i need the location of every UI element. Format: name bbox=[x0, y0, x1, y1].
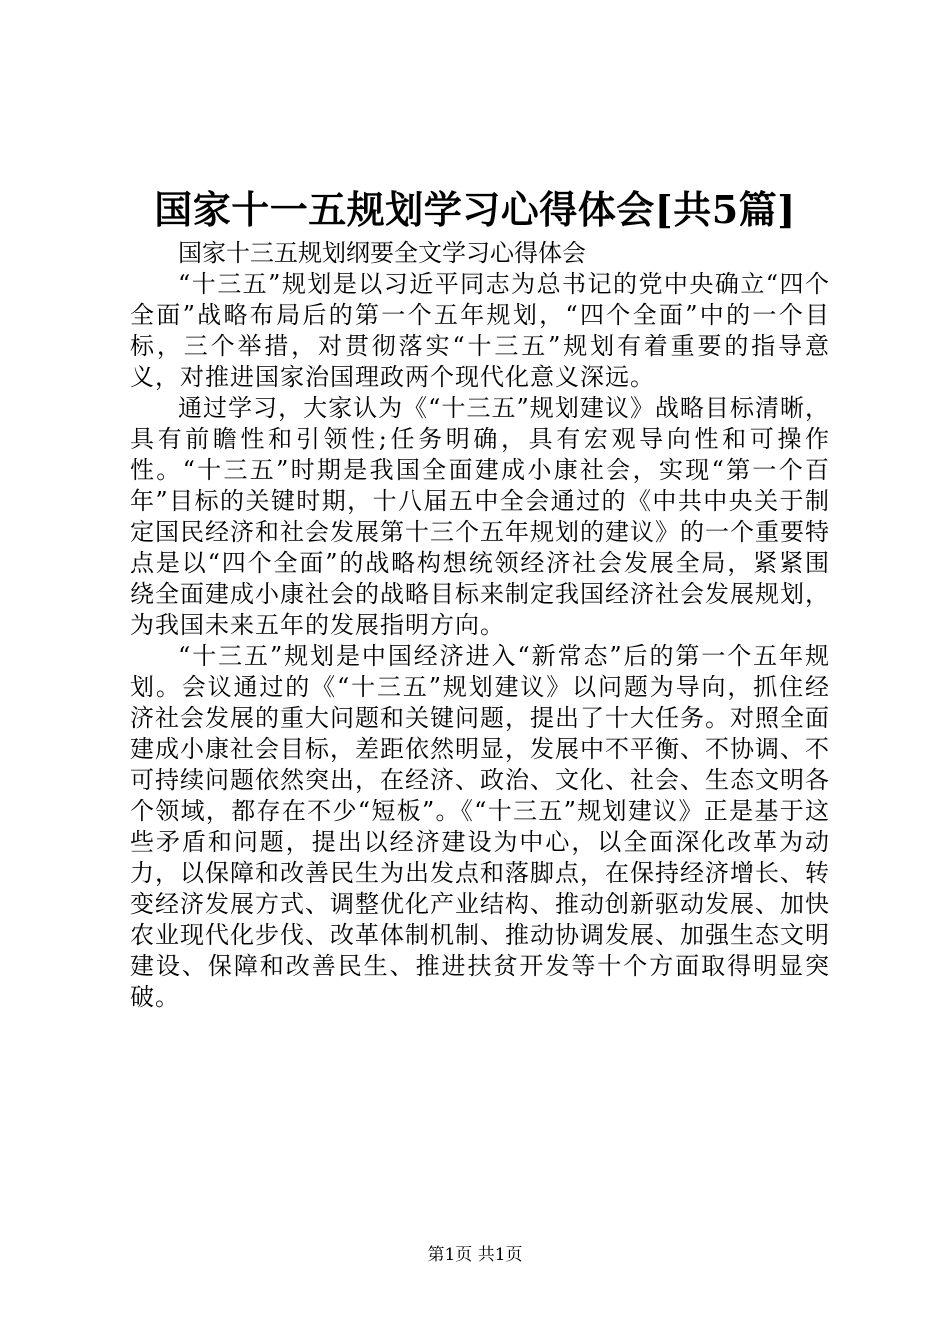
document-subtitle: 国家十三五规划纲要全文学习心得体会 bbox=[178, 239, 586, 267]
page-footer: 第1页 共1页 bbox=[427, 1245, 523, 1265]
paragraph-1: “十三五”规划是以习近平同志为总书记的党中央确立“四个全面”战略布局后的第一个五年规划，“四个全面”中的一个目标，三个举措，对贯彻落实“十三五”规划有着重要的指导意义，对推进国家治国理政两个现代化意义深远。 bbox=[130, 270, 830, 391]
paragraph-2: 通过学习，大家认为《“十三五”规划建议》战略目标清晰，具有前瞻性和引领性;任务明确，具有宏观导向性和可操作性。“十三五”时期是我国全面建成小康社会，实现“第一个百年”目标的关键时期，十八届五中全会通过的《中共中央关于制定国民经济和社会发展第十三个五年规划的建议》的一个重要特点是以“四个全面”的战略构想统领经济社会发展全局，紧紧围绕全面建成小康社会的战略目标来制定我国经济社会发展规划，为我国未来五年的发展指明方向。 bbox=[130, 394, 830, 639]
document-title: 国家十一五规划学习心得体会[共5篇] bbox=[154, 187, 796, 232]
paragraph-3: “十三五”规划是中国经济进入“新常态”后的第一个五年规划。会议通过的《“十三五”规划建议》以问题为导向，抓住经济社会发展的重大问题和关键问题，提出了十大任务。对照全面建成小康社会目标，差距依然明显，发展中不平衡、不协调、不可持续问题依然突出，在经济、政治、文化、社会、生态文明各个领域，都存在不少“短板”。《“十三五”规划建议》正是基于这些矛盾和问题，提出以经济建设为中心，以全面深化改革为动力，以保障和改善民生为出发点和落脚点，在保持经济增长、转变经济发展方式、调整优化产业结构、推动创新驱动发展、加快农业现代化步伐、改革体制机制、推动协调发展、加强生态文明建设、保障和改善民生、推进扶贫开发等十个方面取得明显突破。 bbox=[130, 642, 830, 1011]
document-body bbox=[130, 238, 830, 1013]
